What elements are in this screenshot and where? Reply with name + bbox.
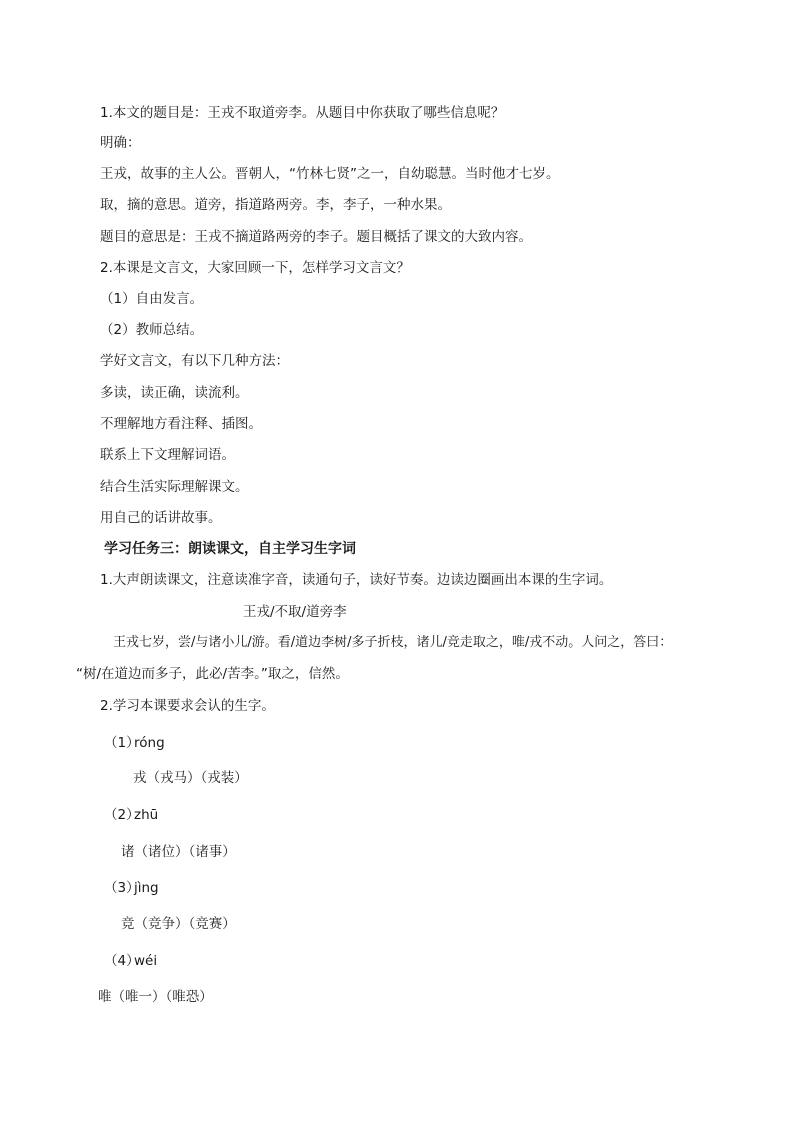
list-item: （2）教师总结。 (100, 322, 204, 338)
text-body: 王戎七岁，尝/与诸小儿/游。看/道边李树/多子折枝，诸儿/竞走取之，唯/戎不动。人问之，答曰： (113, 635, 673, 650)
method-item: 用自己的话讲故事。 (100, 510, 222, 526)
method-item: 多读，读正确，读流利。 (100, 385, 249, 401)
paragraph: 取，摘的意思。道旁，指道路两旁。李，李子，一种水果。 (100, 197, 451, 213)
method-item: 不理解地方看注释、插图。 (100, 416, 262, 432)
paragraph: 王戎，故事的主人公。晋朝人，“竹林七贤”之一，自幼聪慧。当时他才七岁。 (100, 166, 560, 182)
paragraph: 学好文言文，有以下几种方法： (100, 353, 289, 369)
char-words: 竞（竞争）（竞赛） (121, 916, 236, 932)
char-number: （2） (104, 807, 140, 823)
char-words: 戎（戎马）（戎装） (133, 770, 248, 786)
list-item: （1）自由发言。 (100, 291, 204, 307)
method-item: 联系上下文理解词语。 (100, 447, 235, 463)
question-2: 2.本课是文言文，大家回顾一下，怎样学习文言文？ (100, 260, 410, 276)
char-words: 唯（唯一）（唯恐） (98, 989, 213, 1005)
question-1: 1.本文的题目是：王戎不取道旁李。从题目中你获取了哪些信息呢？ (100, 105, 505, 121)
char-pinyin: wéi (134, 953, 158, 969)
char-words: 诸（诸位）（诸事） (121, 844, 236, 860)
chars-intro: 2.学习本课要求会认的生字。 (100, 698, 275, 714)
char-pinyin: róng (134, 735, 165, 751)
text-title: 王戎/不取/道旁李 (243, 604, 347, 620)
clarify-label: 明确： (100, 135, 141, 151)
char-number: （3） (104, 880, 140, 896)
instruction: 1.大声朗读课文，注意读准字音，读通句子，读好节奏。边读边圈画出本课的生字词。 (100, 572, 613, 588)
section-heading: 学习任务三：朗读课文，自主学习生字词 (104, 541, 356, 557)
char-pinyin: jìng (134, 880, 159, 896)
char-number: （1） (104, 735, 140, 751)
text-body: “树/在道边而多子，此必/苦李。”取之，信然。 (76, 666, 349, 682)
char-number: （4） (104, 953, 140, 969)
paragraph: 题目的意思是：王戎不摘道路两旁的李子。题目概括了课文的大致内容。 (100, 229, 532, 245)
char-pinyin: zhū (134, 807, 159, 823)
method-item: 结合生活实际理解课文。 (100, 479, 249, 495)
